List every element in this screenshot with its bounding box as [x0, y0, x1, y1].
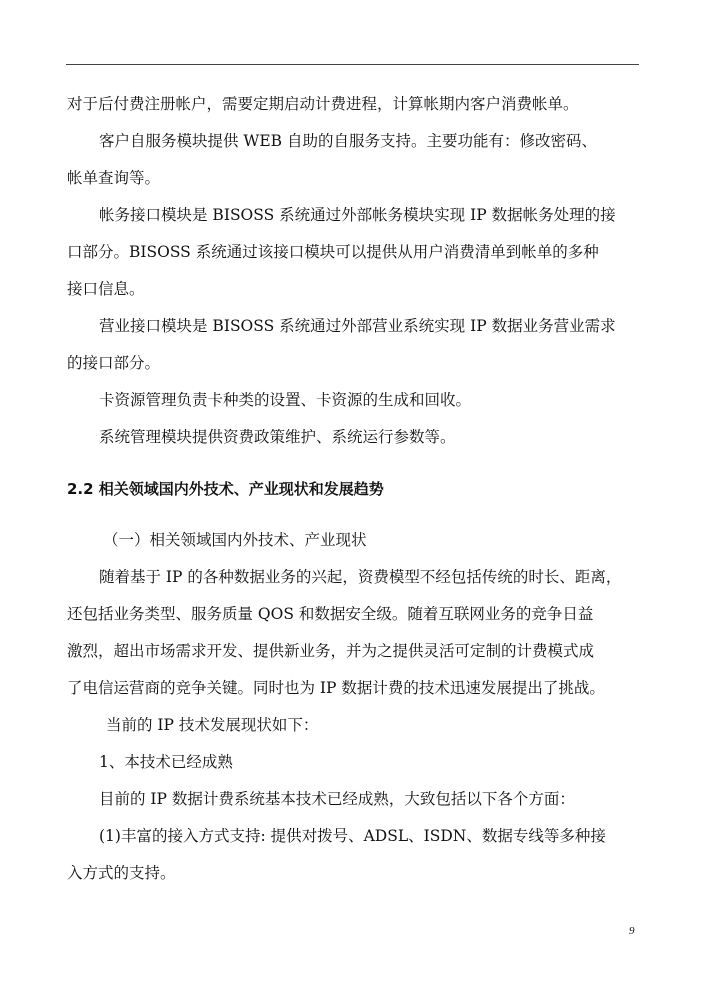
numbered-heading: 1、本技术已经成熟: [99, 753, 233, 771]
body-line: 了电信运营商的竞争关键。同时也为 IP 数据计费的技术迅速发展提出了挑战。: [67, 679, 605, 697]
body-line: 口部分。BISOSS 系统通过该接口模块可以提供从用户消费清单到帐单的多种: [67, 243, 599, 261]
body-line: 入方式的支持。: [67, 864, 176, 882]
body-line: 目前的 IP 数据计费系统基本技术已经成熟，大致包括以下各个方面：: [99, 790, 575, 808]
body-line: 随着基于 IP 的各种数据业务的兴起，资费模型不经包括传统的时长、距离，: [99, 568, 622, 586]
header-rule: [66, 64, 639, 65]
body-line: 当前的 IP 技术发展现状如下：: [106, 716, 319, 734]
body-line: 系统管理模块提供资费政策维护、系统运行参数等。: [99, 428, 456, 446]
body-line: 还包括业务类型、服务质量 QOS 和数据安全级。随着互联网业务的竞争日益: [67, 605, 594, 623]
body-line: 接口信息。: [67, 280, 145, 298]
subsection-title: （一）相关领域国内外技术、产业现状: [103, 531, 367, 549]
body-line: 营业接口模块是 BISOSS 系统通过外部营业系统实现 IP 数据业务营业需求: [99, 317, 616, 335]
body-line: 帐单查询等。: [67, 169, 161, 187]
body-line: 客户自服务模块提供 WEB 自助的自服务支持。主要功能有：修改密码、: [99, 132, 597, 150]
page-number: 9: [629, 925, 635, 937]
body-line: 卡资源管理负责卡种类的设置、卡资源的生成和回收。: [99, 391, 472, 409]
section-heading: 2.2 相关领域国内外技术、产业现状和发展趋势: [67, 480, 384, 498]
list-item: (1)丰富的接入方式支持: 提供对拨号、ADSL、ISDN、数据专线等多种接: [99, 827, 606, 845]
body-line: 帐务接口模块是 BISOSS 系统通过外部帐务模块实现 IP 数据帐务处理的接: [99, 206, 616, 224]
body-line: 对于后付费注册帐户，需要定期启动计费进程，计算帐期内客户消费帐单。: [67, 95, 579, 113]
body-line: 的接口部分。: [67, 354, 161, 372]
body-line: 激烈，超出市场需求开发、提供新业务，并为之提供灵活可定制的计费模式成: [67, 642, 595, 660]
